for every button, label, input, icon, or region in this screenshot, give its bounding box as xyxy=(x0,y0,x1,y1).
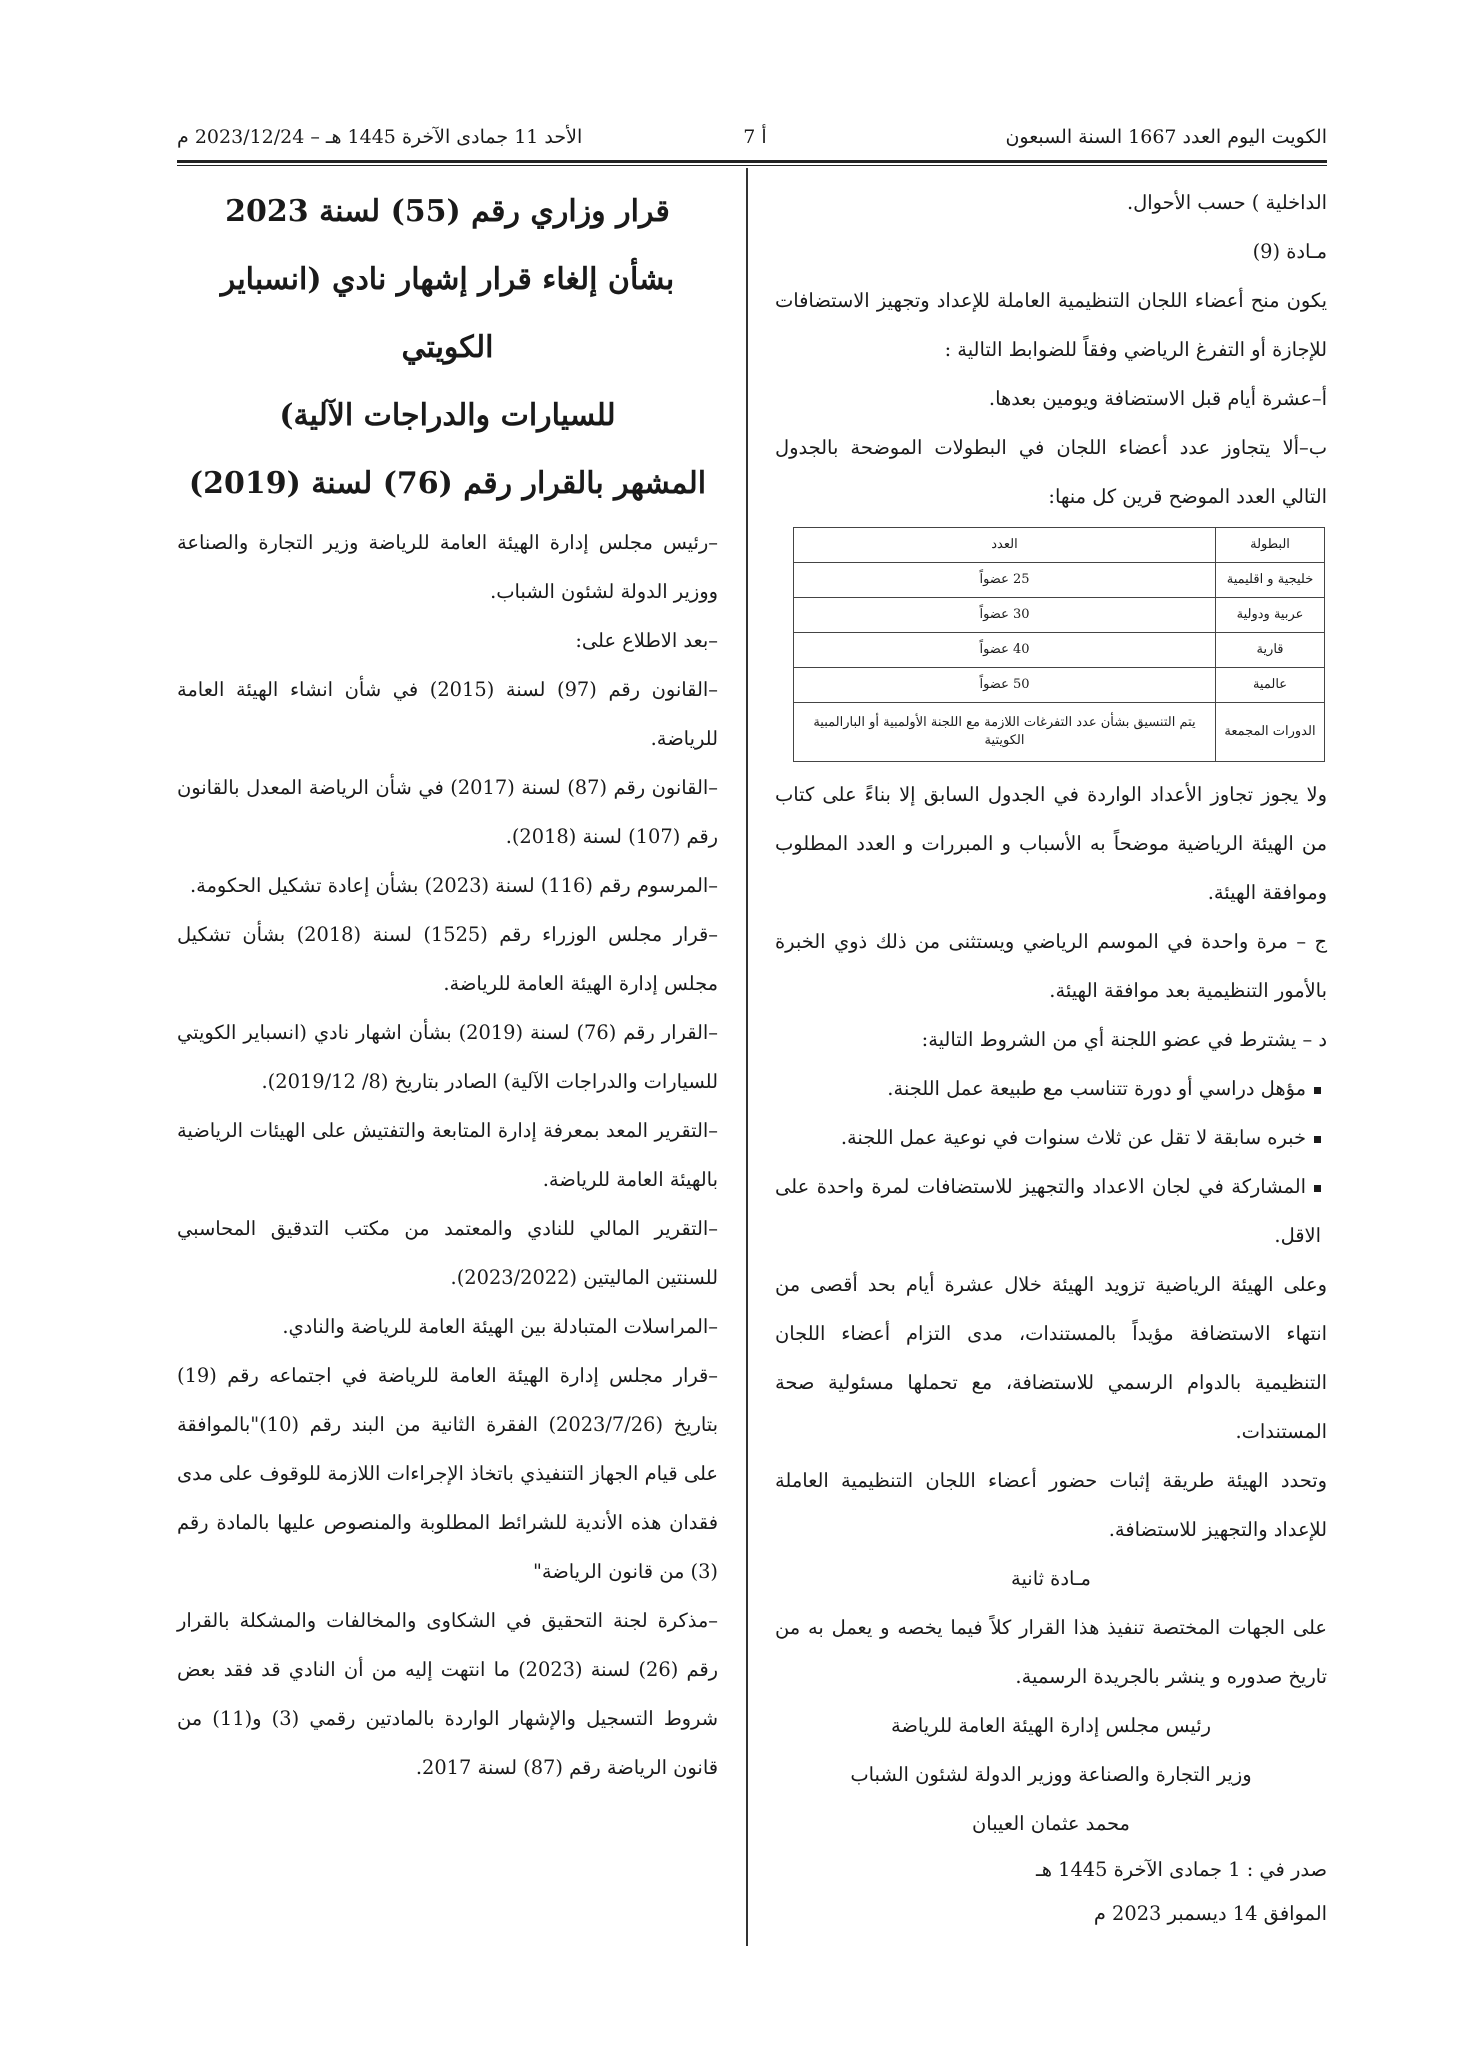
paragraph: –المراسلات المتبادلة بين الهيئة العامة للرياضة والنادي. xyxy=(282,1315,718,1338)
page-header xyxy=(177,120,1327,164)
after-table-text: ولا يجوز تجاوز الأعداد الواردة في الجدول السابق إلا بناءً على كتاب من الهيئة الرياضية موضحاً به الأسباب و المبررات و العدد المطلوب وموافقة الهيئة. xyxy=(775,783,1327,904)
list-item-text: خبره سابقة لا تقل عن ثلاث سنوات في نوعية عمل اللجنة. xyxy=(840,1126,1306,1149)
table-cell-championship: الدورات المجمعة xyxy=(1216,703,1325,762)
column-divider xyxy=(746,168,748,1946)
table-row xyxy=(794,563,1325,598)
signature-name: محمد عثمان العيبان xyxy=(972,1812,1130,1835)
signature-title-2: وزير التجارة والصناعة ووزير الدولة لشئون الشباب xyxy=(850,1763,1252,1786)
paragraph: –رئيس مجلس إدارة الهيئة العامة للرياضة وزير التجارة والصناعة ووزير الدولة لشئون الشباب. xyxy=(177,531,718,603)
table-cell-championship: قارية xyxy=(1216,633,1325,668)
table-row xyxy=(794,633,1325,668)
right-column xyxy=(775,178,1327,1936)
item-b: ب–ألا يتجاوز عدد أعضاء اللجان في البطولات الموضحة بالجدول التالي العدد الموضح قرين كل منها: xyxy=(775,436,1327,508)
square-bullet-icon xyxy=(1314,1087,1321,1094)
decree-subtitle-1: بشأن إلغاء قرار إشهار نادي (انسباير الكويتي xyxy=(220,262,675,365)
issued-hijri-date: صدر في : 1 جمادى الآخرة 1445 هـ xyxy=(1036,1858,1327,1881)
publication-info: الكويت اليوم العدد 1667 السنة السبعون xyxy=(1005,126,1327,148)
paragraph: –التقرير المعد بمعرفة إدارة المتابعة والتفتيش على الهيئات الرياضية بالهيئة العامة للرياضة. xyxy=(177,1119,718,1191)
square-bullet-icon xyxy=(1314,1136,1321,1143)
table-cell-count: 40 عضواً xyxy=(794,633,1216,668)
item-c: ج – مرة واحدة في الموسم الرياضي ويستثنى من ذلك ذوي الخبرة بالأمور التنظيمية بعد موافقة الهيئة. xyxy=(775,930,1327,1002)
article-9-intro: يكون منح أعضاء اللجان التنظيمية العاملة للإعداد وتجهيز الاستضافات للإجازة أو التفرغ الرياضي وفقاً للضوابط التالية : xyxy=(775,289,1327,361)
method-text: وتحدد الهيئة طريقة إثبات حضور أعضاء اللجان التنظيمية العاملة للإعداد والتجهيز للاستضافة. xyxy=(775,1469,1327,1541)
table-cell-count: 50 عضواً xyxy=(794,668,1216,703)
paragraph: –القانون رقم (97) لسنة (2015) في شأن انشاء الهيئة العامة للرياضة. xyxy=(177,678,718,750)
paragraph: –مذكرة لجنة التحقيق في الشكاوى والمخالفات والمشكلة بالقرار رقم (26) لسنة (2023) ما انتهت إليه من أن النادي قد فقد بعض شروط التسجيل والإشهار الواردة بالمادتين رقمي (3) و(11) من قانون الرياضة رقم (87) لسنة 2017. xyxy=(177,1609,718,1779)
decree-title: قرار وزاري رقم (55) لسنة 2023 xyxy=(225,194,670,229)
paragraph: –بعد الاطلاع على: xyxy=(575,629,718,652)
header-rule xyxy=(177,160,1327,163)
table-cell-championship: عالمية xyxy=(1216,668,1325,703)
item-a: أ–عشرة أيام قبل الاستضافة ويومين بعدها. xyxy=(988,387,1327,410)
decree-subtitle-3: المشهر بالقرار رقم (76) لسنة (2019) xyxy=(188,466,707,501)
obligation-text: وعلى الهيئة الرياضية تزويد الهيئة خلال عشرة أيام بحد أقصى من انتهاء الاستضافة مؤيداً بالمستندات، مدى التزام أعضاء اللجان التنظيمية بالدوام الرسمي للاستضافة، مع تحملها مسئولية صحة المستندات. xyxy=(775,1273,1327,1443)
table-cell-count: 30 عضواً xyxy=(794,598,1216,633)
table-cell-championship: خليجية و اقليمية xyxy=(1216,563,1325,598)
square-bullet-icon xyxy=(1314,1185,1321,1192)
table-row xyxy=(794,668,1325,703)
table-row xyxy=(794,598,1325,633)
header-rule-thin xyxy=(177,165,1327,166)
continuation-text: الداخلية ) حسب الأحوال. xyxy=(1127,191,1327,214)
paragraph: –القانون رقم (87) لسنة (2017) في شأن الرياضة المعدل بالقانون رقم (107) لسنة (2018). xyxy=(177,776,718,848)
list-item-text: المشاركة في لجان الاعداد والتجهيز للاستضافات لمرة واحدة على الاقل. xyxy=(775,1175,1321,1247)
table-cell-championship: عربية ودولية xyxy=(1216,598,1325,633)
members-table xyxy=(793,527,1325,762)
paragraph: –القرار رقم (76) لسنة (2019) بشأن اشهار نادي (انسباير الكويتي للسيارات والدراجات الآلية) الصادر بتاريخ (8/ 2019/12). xyxy=(177,1021,718,1093)
list-item xyxy=(775,1162,1327,1260)
issued-gregorian-date: الموافق 14 ديسمبر 2023 م xyxy=(1093,1902,1327,1925)
article-2-heading: مـادة ثانية xyxy=(1011,1567,1091,1590)
list-item xyxy=(775,1064,1327,1113)
paragraph: –المرسوم رقم (116) لسنة (2023) بشأن إعادة تشكيل الحكومة. xyxy=(189,874,718,897)
signature-title-1: رئيس مجلس إدارة الهيئة العامة للرياضة xyxy=(891,1714,1211,1737)
article-9-heading: مـادة (9) xyxy=(1252,240,1327,263)
table-cell-count: 25 عضواً xyxy=(794,563,1216,598)
table-header-count: العدد xyxy=(794,528,1216,563)
left-column xyxy=(177,178,718,1792)
paragraph: –قرار مجلس إدارة الهيئة العامة للرياضة في اجتماعه رقم (19) بتاريخ (2023/7/26) الفقرة الثانية من البند رقم (10)"بالموافقة على قيام الجهاز التنفيذي باتخاذ الإجراءات اللازمة للوقوف على مدى فقدان هذه الأندية للشرائط المطلوبة والمنصوص عليها بالمادة رقم (3) من قانون الرياضة" xyxy=(177,1364,718,1583)
item-d: د – يشترط في عضو اللجنة أي من الشروط التالية: xyxy=(921,1028,1327,1051)
table-header-championship: البطولة xyxy=(1216,528,1325,563)
page-number: أ 7 xyxy=(743,126,767,148)
list-item-text: مؤهل دراسي أو دورة تتناسب مع طبيعة عمل اللجنة. xyxy=(887,1077,1306,1100)
paragraph: –التقرير المالي للنادي والمعتمد من مكتب التدقيق المحاسبي للسنتين الماليتين (2023/2022). xyxy=(177,1217,718,1289)
table-header-row xyxy=(794,528,1325,563)
table-row xyxy=(794,703,1325,762)
list-item xyxy=(775,1113,1327,1162)
table-cell-count: يتم التنسيق بشأن عدد التفرغات اللازمة مع اللجنة الأولمبية أو البارالمبية الكويتية xyxy=(794,703,1216,762)
article-2-text: على الجهات المختصة تنفيذ هذا القرار كلاً فيما يخصه و يعمل به من تاريخ صدوره و ينشر بالجريدة الرسمية. xyxy=(775,1616,1327,1688)
decree-subtitle-2: للسيارات والدراجات الآلية) xyxy=(279,398,616,433)
paragraph: –قرار مجلس الوزراء رقم (1525) لسنة (2018) بشأن تشكيل مجلس إدارة الهيئة العامة للرياضة. xyxy=(177,923,718,995)
issue-date: الأحد 11 جمادى الآخرة 1445 هـ – 2023/12/24 م xyxy=(177,126,583,148)
